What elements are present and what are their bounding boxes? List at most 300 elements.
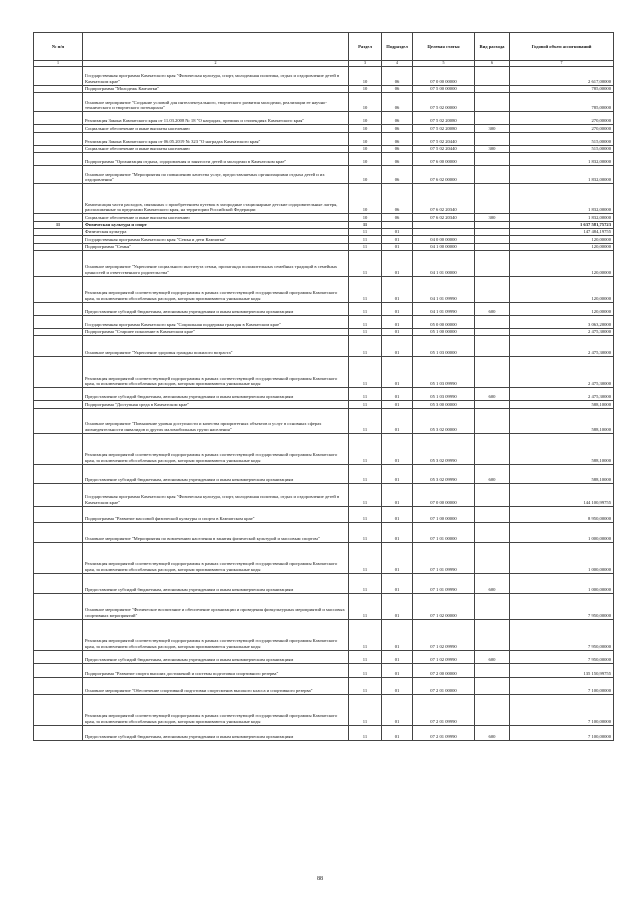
table-row [34,650,614,663]
row-amount-cell: 588,10000 [510,408,614,433]
row-name-cell: Реализация мероприятий соответствующей подпрограммы в рамках соответствующей государственной программы Камчатского края, за исключением обособленных расходов, которым присваиваются уникальные коды [83,433,349,464]
row-podrazdel-cell: 06 [382,125,413,132]
row-podrazdel-cell: 06 [382,67,413,86]
table-row [34,619,614,650]
row-name-cell: Основное мероприятие "Мероприятия по вовлечению населения в занятия физической культурой и массовым спортом" [83,522,349,542]
row-amount-cell: 270,00000 [510,125,614,132]
row-csr-cell [413,228,475,235]
table-row [34,573,614,593]
row-vr-cell [475,663,510,677]
row-vr-cell [475,433,510,464]
row-podrazdel-cell: 06 [382,93,413,112]
row-podrazdel-cell: 01 [382,228,413,235]
row-csr-cell: 04 1 01 09990 [413,303,475,316]
table-row [34,677,614,694]
row-number-cell [34,593,83,619]
row-vr-cell [475,336,510,357]
table-row [34,316,614,329]
row-number-cell [34,694,83,725]
row-vr-cell [475,236,510,243]
row-csr-cell: 07 6 02 00000 [413,166,475,184]
row-name-cell: Реализация мероприятий соответствующей подпрограммы в рамках соответствующей государственной программы Камчатского края, за исключением обособленных расходов, которым присваиваются уникальные коды [83,694,349,725]
column-number: 2 [83,61,349,67]
row-amount-cell: 1 000,00000 [510,522,614,542]
row-vr-cell [475,277,510,303]
row-name-cell: Предоставление субсидий бюджетным, автономным учреждениям и иным некоммерческим организациям [83,303,349,316]
row-amount-cell: 147 484,19755 [510,228,614,235]
row-vr-cell: 300 [475,125,510,132]
document-page [33,32,613,741]
header-razdel: Раздел [349,33,382,61]
row-name-cell: Основное мероприятие "Физическое воспитание и обеспечение организации и проведения физкультурных мероприятий и массовых спортивных мероприятий" [83,593,349,619]
row-razdel-cell: 11 [349,277,382,303]
row-razdel-cell: 10 [349,145,382,152]
row-csr-cell: 05 3 02 09990 [413,433,475,464]
row-name-cell: Реализация мероприятий соответствующей подпрограммы в рамках соответствующей государственной программы Камчатского края, за исключением обособленных расходов, которым присваиваются уникальные коды [83,357,349,388]
table-row [34,214,614,221]
row-number-cell [34,483,83,506]
row-name-cell: Предоставление субсидий бюджетным, автономным учреждениям и иным некоммерческим организациям [83,650,349,663]
row-csr-cell: 04 1 01 09990 [413,277,475,303]
row-amount-cell: 7 100,00000 [510,694,614,725]
row-vr-cell: 600 [475,650,510,663]
row-csr-cell: 05 1 00 00000 [413,329,475,336]
row-podrazdel-cell: 01 [382,522,413,542]
row-name-cell: Государственная программа Камчатского края "Семья и дети Камчатки" [83,236,349,243]
row-number-cell [34,184,83,214]
row-name-cell: Подпрограмма "Семья" [83,243,349,250]
row-razdel-cell: 10 [349,153,382,166]
row-number-cell [34,153,83,166]
row-amount-cell: 1 832,00000 [510,153,614,166]
row-number-cell [34,650,83,663]
table-row [34,522,614,542]
row-razdel-cell: 11 [349,221,382,228]
row-number-cell [34,277,83,303]
row-podrazdel-cell [382,221,413,228]
row-name-cell: Физическая культура и спорт [83,221,349,228]
row-name-cell: Компенсация части расходов, связанных с приобретением путевок в загородные стационарные детские оздоровительные лагеря, расположенные за пределами Камчатского края, на территории Российской Федерации [83,184,349,214]
row-vr-cell [475,251,510,277]
row-amount-cell: 515,00000 [510,145,614,152]
row-name-cell: Подпрограмма "Доступная среда в Камчатском крае" [83,401,349,408]
row-razdel-cell: 11 [349,694,382,725]
row-csr-cell: 05 0 00 00000 [413,316,475,329]
row-podrazdel-cell: 06 [382,86,413,93]
row-csr-cell: 07 5 00 00000 [413,86,475,93]
row-number-cell [34,725,83,740]
row-name-cell: Подпрограмма "Развитие спорта высших достижений и системы подготовки спортивного резерва" [83,663,349,677]
row-podrazdel-cell: 06 [382,166,413,184]
table-row [34,166,614,184]
row-number-cell [34,464,83,483]
row-csr-cell: 07 2 01 09990 [413,694,475,725]
row-vr-cell [475,112,510,125]
row-csr-cell: 07 5 02 20080 [413,112,475,125]
table-row [34,433,614,464]
row-vr-cell [475,542,510,573]
row-name-cell: Физическая культура [83,228,349,235]
row-podrazdel-cell: 01 [382,277,413,303]
table-body [34,67,614,741]
table-row [34,132,614,145]
row-name-cell: Основное мероприятие "Создание условий для интеллектуального, творческого развития молодежи, реализации ее научно-технического и творческого потенциала" [83,93,349,112]
row-number-cell [34,316,83,329]
row-razdel-cell: 11 [349,725,382,740]
row-vr-cell [475,329,510,336]
row-podrazdel-cell: 01 [382,401,413,408]
row-csr-cell: 04 1 00 00000 [413,243,475,250]
row-number-cell [34,112,83,125]
row-csr-cell [413,221,475,228]
row-vr-cell: 600 [475,725,510,740]
row-amount-cell: 7 100,00000 [510,677,614,694]
column-number: 5 [413,61,475,67]
row-number-cell [34,145,83,152]
row-number-cell [34,243,83,250]
row-vr-cell [475,86,510,93]
table-row [34,112,614,125]
row-number-cell [34,251,83,277]
header-podrazdel: Подраздел [382,33,413,61]
row-podrazdel-cell: 01 [382,433,413,464]
row-name-cell: Реализация мероприятий соответствующей подпрограммы в рамках соответствующей государственной программы Камчатского края, за исключением обособленных расходов, которым присваиваются уникальные коды [83,619,349,650]
row-number-cell [34,329,83,336]
row-csr-cell: 05 3 00 00000 [413,401,475,408]
row-podrazdel-cell: 01 [382,506,413,522]
row-name-cell: Подпрограмма "Развитие массовой физической культуры и спорта в Камчатском крае" [83,506,349,522]
row-vr-cell [475,408,510,433]
row-vr-cell [475,228,510,235]
table-row [34,228,614,235]
row-number-cell [34,67,83,86]
row-vr-cell [475,506,510,522]
row-amount-cell: 2 475,30000 [510,357,614,388]
row-vr-cell [475,401,510,408]
row-podrazdel-cell: 06 [382,145,413,152]
row-razdel-cell: 11 [349,357,382,388]
column-number: 6 [475,61,510,67]
row-name-cell: Предоставление субсидий бюджетным, автономным учреждениям и иным некоммерческим организациям [83,388,349,401]
table-row [34,236,614,243]
row-amount-cell: 7 100,00000 [510,725,614,740]
table-row [34,483,614,506]
row-number-cell [34,573,83,593]
row-amount-cell: 7 950,00000 [510,650,614,663]
row-vr-cell [475,694,510,725]
row-name-cell: Реализация мероприятий соответствующей подпрограммы в рамках соответствующей государственной программы Камчатского края, за исключением обособленных расходов, которым присваиваются уникальные коды [83,277,349,303]
row-razdel-cell: 11 [349,228,382,235]
column-number: 7 [510,61,614,67]
row-podrazdel-cell: 01 [382,725,413,740]
table-row [34,221,614,228]
table-row [34,184,614,214]
table-row [34,388,614,401]
table-row [34,329,614,336]
row-name-cell: Основное мероприятие "Укрепление социального института семьи, пропаганда положительных семейных традиций в семейных ценностей и ответственного родительства" [83,251,349,277]
row-razdel-cell: 10 [349,93,382,112]
row-vr-cell [475,522,510,542]
column-number: 1 [34,61,83,67]
table-row [34,336,614,357]
row-vr-cell [475,357,510,388]
row-name-cell: Подпрограмма "Молодежь Камчатки" [83,86,349,93]
row-number-cell [34,522,83,542]
row-razdel-cell: 11 [349,573,382,593]
row-vr-cell [475,93,510,112]
row-name-cell: Основное мероприятие "Обеспечение спортивной подготовки спортсменов высокого класса и спортивного резерва" [83,677,349,694]
row-razdel-cell: 10 [349,214,382,221]
row-razdel-cell: 11 [349,522,382,542]
row-number-cell [34,433,83,464]
row-amount-cell: 135 150,99755 [510,663,614,677]
row-csr-cell: 07 0 00 00000 [413,483,475,506]
row-amount-cell: 120,00000 [510,243,614,250]
budget-table [33,32,614,741]
table-row [34,663,614,677]
row-number-cell [34,236,83,243]
row-csr-cell: 07 5 02 20440 [413,145,475,152]
row-vr-cell: 300 [475,214,510,221]
row-csr-cell: 07 2 00 00000 [413,663,475,677]
row-vr-cell [475,243,510,250]
table-row [34,542,614,573]
row-razdel-cell: 11 [349,401,382,408]
table-row [34,67,614,86]
row-csr-cell: 07 0 00 00000 [413,67,475,86]
row-csr-cell: 07 6 02 20340 [413,184,475,214]
row-vr-cell [475,619,510,650]
row-podrazdel-cell: 06 [382,214,413,221]
row-name-cell: Реализация Закона Камчатского края от 11.03.2008 № 18 "О наградах, премиях и стипендиях Камчатского края" [83,112,349,125]
header-csr: Целевая статья [413,33,475,61]
row-number-cell [34,401,83,408]
row-number-cell [34,214,83,221]
row-razdel-cell: 10 [349,166,382,184]
row-amount-cell: 1 832,00000 [510,166,614,184]
row-razdel-cell: 11 [349,316,382,329]
header-name [83,33,349,61]
row-csr-cell: 07 1 02 09990 [413,619,475,650]
row-number-cell [34,125,83,132]
row-razdel-cell: 11 [349,336,382,357]
row-csr-cell: 04 1 01 00000 [413,251,475,277]
row-csr-cell: 05 1 03 00000 [413,336,475,357]
row-podrazdel-cell: 01 [382,329,413,336]
row-amount-cell: 2 475,30000 [510,329,614,336]
row-razdel-cell: 10 [349,184,382,214]
row-vr-cell [475,316,510,329]
row-csr-cell: 05 3 02 00000 [413,408,475,433]
row-razdel-cell: 11 [349,329,382,336]
row-number-cell [34,336,83,357]
row-amount-cell: 2 617,00000 [510,67,614,86]
row-name-cell: Социальное обеспечение и иные выплаты населению [83,145,349,152]
row-podrazdel-cell: 01 [382,663,413,677]
row-amount-cell: 2 475,30000 [510,336,614,357]
table-row [34,145,614,152]
row-amount-cell: 1 832,00000 [510,214,614,221]
row-amount-cell: 7 950,00000 [510,593,614,619]
row-amount-cell: 120,00000 [510,236,614,243]
table-row [34,694,614,725]
row-podrazdel-cell: 01 [382,619,413,650]
row-podrazdel-cell: 01 [382,694,413,725]
table-row [34,125,614,132]
row-podrazdel-cell: 01 [382,677,413,694]
row-amount-cell: 8 950,00000 [510,506,614,522]
row-vr-cell: 600 [475,573,510,593]
row-vr-cell [475,132,510,145]
table-row [34,251,614,277]
row-podrazdel-cell: 06 [382,132,413,145]
row-name-cell: Социальное обеспечение и иные выплаты населению [83,214,349,221]
row-podrazdel-cell: 01 [382,388,413,401]
row-amount-cell: 120,00000 [510,251,614,277]
row-amount-cell: 588,10000 [510,464,614,483]
table-row [34,464,614,483]
row-amount-cell: 1 637 581,75723 [510,221,614,228]
row-razdel-cell: 11 [349,593,382,619]
row-number-cell [34,677,83,694]
row-podrazdel-cell: 01 [382,243,413,250]
row-csr-cell: 05 3 02 09990 [413,464,475,483]
row-vr-cell [475,677,510,694]
row-csr-cell: 07 6 00 00000 [413,153,475,166]
row-name-cell: Предоставление субсидий бюджетным, автономным учреждениям и иным некоммерческим организациям [83,573,349,593]
row-vr-cell: 600 [475,388,510,401]
table-row [34,153,614,166]
row-csr-cell: 07 1 01 00000 [413,522,475,542]
row-number-cell [34,663,83,677]
row-number-cell [34,132,83,145]
row-number-cell [34,228,83,235]
row-amount-cell: 144 100,99755 [510,483,614,506]
row-razdel-cell: 11 [349,243,382,250]
row-amount-cell: 785,00000 [510,86,614,93]
row-podrazdel-cell: 01 [382,650,413,663]
row-vr-cell [475,593,510,619]
page-number: 88 [317,876,323,882]
row-podrazdel-cell: 01 [382,593,413,619]
row-vr-cell: 600 [475,303,510,316]
row-podrazdel-cell: 01 [382,483,413,506]
row-razdel-cell: 11 [349,542,382,573]
row-number-cell [34,86,83,93]
row-number-cell [34,166,83,184]
table-row [34,506,614,522]
row-name-cell: Предоставление субсидий бюджетным, автономным учреждениям и иным некоммерческим организациям [83,725,349,740]
row-amount-cell: 588,10000 [510,401,614,408]
row-razdel-cell: 11 [349,650,382,663]
header-amount: Годовой объем ассигнований [510,33,614,61]
row-name-cell: Основное мероприятие "Повышение уровня доступности и качества приоритетных объектов и услуг в основных сферах жизнедеятельности инвалидов и других маломобильных групп населения" [83,408,349,433]
row-razdel-cell: 10 [349,86,382,93]
row-razdel-cell: 11 [349,464,382,483]
row-csr-cell: 05 1 03 09990 [413,388,475,401]
row-amount-cell: 515,00000 [510,132,614,145]
row-podrazdel-cell: 01 [382,303,413,316]
row-razdel-cell: 10 [349,112,382,125]
row-razdel-cell: 11 [349,236,382,243]
row-name-cell: Подпрограмма "Старшее поколение в Камчатском крае" [83,329,349,336]
row-csr-cell: 07 5 02 20440 [413,132,475,145]
row-podrazdel-cell: 01 [382,251,413,277]
header-vr: Вид расхода [475,33,510,61]
row-vr-cell [475,67,510,86]
row-vr-cell [475,184,510,214]
row-podrazdel-cell: 06 [382,153,413,166]
table-row [34,357,614,388]
row-csr-cell: 07 2 01 09990 [413,725,475,740]
row-amount-cell: 120,00000 [510,303,614,316]
row-number-cell [34,357,83,388]
row-amount-cell: 2 475,30000 [510,388,614,401]
row-podrazdel-cell: 01 [382,408,413,433]
table-row [34,86,614,93]
row-name-cell: Государственная программа Камчатского края "Физическая культура, спорт, молодежная политика, отдых и оздоровление детей в Камчатском крае" [83,67,349,86]
row-csr-cell: 07 6 02 20340 [413,214,475,221]
row-number-cell [34,388,83,401]
row-name-cell: Государственная программа Камчатского края "Социальная поддержка граждан в Камчатском крае" [83,316,349,329]
row-amount-cell: 270,00000 [510,112,614,125]
row-razdel-cell: 11 [349,663,382,677]
row-podrazdel-cell: 01 [382,336,413,357]
row-amount-cell: 785,00000 [510,93,614,112]
row-csr-cell: 07 1 01 09990 [413,542,475,573]
row-csr-cell: 07 5 02 00000 [413,93,475,112]
row-csr-cell: 07 5 02 20080 [413,125,475,132]
row-name-cell: Предоставление субсидий бюджетным, автономным учреждениям и иным некоммерческим организациям [83,464,349,483]
row-razdel-cell: 11 [349,388,382,401]
row-podrazdel-cell: 06 [382,112,413,125]
table-row [34,401,614,408]
row-razdel-cell: 10 [349,125,382,132]
row-amount-cell: 3 063,20000 [510,316,614,329]
row-csr-cell: 07 1 01 09990 [413,573,475,593]
row-podrazdel-cell: 01 [382,357,413,388]
row-razdel-cell: 11 [349,506,382,522]
row-name-cell: Государственная программа Камчатского края "Физическая культура, спорт, молодежная политика, отдых и оздоровление детей в Камчатском крае" [83,483,349,506]
row-podrazdel-cell: 01 [382,464,413,483]
row-name-cell: Подпрограмма "Организация отдыха, оздоровления и занятости детей и молодежи в Камчатском крае" [83,153,349,166]
row-vr-cell: 300 [475,145,510,152]
row-podrazdel-cell: 06 [382,184,413,214]
table-row [34,93,614,112]
row-number-cell [34,93,83,112]
row-amount-cell: 7 950,00000 [510,619,614,650]
row-name-cell: Основное мероприятие "Мероприятия по повышению качества услуг, предоставляемых организациями отдыха детей и их оздоровления" [83,166,349,184]
row-name-cell: Социальное обеспечение и иные выплаты населению [83,125,349,132]
row-razdel-cell: 11 [349,433,382,464]
row-csr-cell: 07 2 01 00000 [413,677,475,694]
row-csr-cell: 07 1 00 00000 [413,506,475,522]
row-number-cell [34,506,83,522]
column-number: 4 [382,61,413,67]
row-razdel-cell: 11 [349,251,382,277]
row-vr-cell [475,153,510,166]
row-amount-cell: 588,10000 [510,433,614,464]
row-razdel-cell: 10 [349,132,382,145]
table-row [34,408,614,433]
row-amount-cell: 120,00000 [510,277,614,303]
row-number-cell [34,542,83,573]
row-vr-cell [475,221,510,228]
row-csr-cell: 04 0 00 00000 [413,236,475,243]
row-podrazdel-cell: 01 [382,236,413,243]
row-name-cell: Основное мероприятие "Укрепление здоровья граждан пожилого возраста" [83,336,349,357]
row-csr-cell: 05 1 03 09990 [413,357,475,388]
